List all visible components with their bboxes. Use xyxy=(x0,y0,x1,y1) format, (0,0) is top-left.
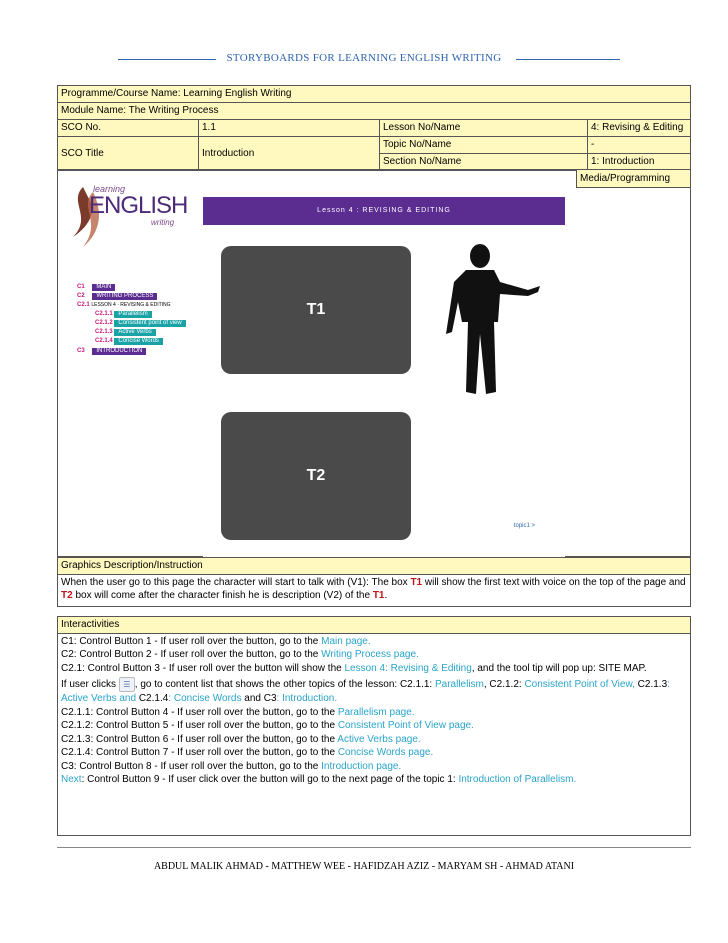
module-name: Module Name: The Writing Process xyxy=(58,103,691,120)
interaction-line: If user clicks ☰ , go to content list that shows the other topics of the lesson: C2.1.1: Parallelism, C2.1.2: Consistent Point of View, C2.1.3: Active Verbs and C2.1.4: Concise Words and C3: Introduction. xyxy=(61,677,687,706)
interaction-line: C2.1.2: Control Button 5 - If user roll over the button, go to the Consistent Point of View page. xyxy=(61,720,474,731)
storyboard-frame xyxy=(57,169,691,557)
logo-small: learning xyxy=(93,184,126,194)
programme-name: Programme/Course Name: Learning English Writing xyxy=(58,86,691,103)
interaction-line: C2.1.4: Control Button 7 - If user roll over the button, go to the Concise Words page. xyxy=(61,747,434,758)
sco-title-label: SCO Title xyxy=(58,137,199,171)
menu-item-c1[interactable]: C1 MAIN xyxy=(77,284,115,291)
text-box-t2: T2 xyxy=(221,412,411,540)
graphics-text: When the user go to this page the character will start to talk with (V1): The box T1 will show the first text with voice on the top of the page and T2 box will come after the character finish he is description (V2) of the T1. xyxy=(61,576,686,601)
footer-divider xyxy=(57,847,691,848)
footer-authors: ABDUL MALIK AHMAD - MATTHEW WEE - HAFIDZAH AZIZ - MARYAM SH - AHMAD ATANI xyxy=(153,861,575,872)
menu-item-c214[interactable]: C2.1.4 Concise Words xyxy=(95,338,163,345)
interaction-line: C2: Control Button 2 - If user roll over the button, go to the Writing Process page. xyxy=(61,649,419,660)
sco-no-label: SCO No. xyxy=(58,120,199,137)
graphics-section xyxy=(57,557,691,607)
sco-no-value: 1.1 xyxy=(199,120,380,137)
sco-title-value: Introduction xyxy=(199,137,380,171)
character-silhouette-icon xyxy=(428,242,548,402)
topic-value: - xyxy=(588,137,691,154)
menu-item-c3[interactable]: C3 INTRODUCTION xyxy=(77,348,146,355)
menu-item-c2[interactable]: C2 WRITING PROCESS xyxy=(77,293,157,300)
interactivities-heading: Interactivities xyxy=(58,617,690,634)
interaction-line: C2.1: Control Button 3 - If user roll over the button will show the Lesson 4: Revising & Editing, and the tool tip will pop up: SITE MAP. xyxy=(61,662,647,674)
lesson-screen xyxy=(203,197,565,557)
section-label: Section No/Name xyxy=(380,154,588,171)
interaction-line: Next: Control Button 9 - If user click over the button will go to the next page of the topic 1: Introduction of Parallelism. xyxy=(61,774,577,785)
next-link[interactable]: topic1 > xyxy=(513,523,535,529)
media-programming-label: Media/Programming xyxy=(576,170,690,188)
menu-item-c21[interactable]: C2.1 LESSON 4 · REVISING & EDITING xyxy=(77,302,171,308)
lesson-value: 4: Revising & Editing xyxy=(588,120,691,137)
lesson-label: Lesson No/Name xyxy=(380,120,588,137)
interactivities-section xyxy=(57,616,691,836)
menu-item-c212[interactable]: C2.1.2 Consistent point of view xyxy=(95,320,186,327)
page-header xyxy=(0,52,728,64)
menu-item-c213[interactable]: C2.1.3 Active Verbs xyxy=(95,329,156,336)
text-box-t1: T1 xyxy=(221,246,411,374)
interaction-line: C3: Control Button 8 - If user roll over the button, go to the Introduction page. xyxy=(61,760,402,772)
section-value: 1: Introduction xyxy=(588,154,691,171)
graphics-heading: Graphics Description/Instruction xyxy=(58,558,690,575)
logo-big: ENGLISH xyxy=(89,192,188,219)
topic-label: Topic No/Name xyxy=(380,137,588,154)
interaction-line: C1: Control Button 1 - If user roll over the button, go to the Main page. xyxy=(61,635,371,647)
interaction-line: C2.1.1: Control Button 4 - If user roll over the button, go to the Parallelism page. xyxy=(61,706,415,718)
interaction-line: C2.1.3: Control Button 6 - If user roll over the button, go to the Active Verbs page. xyxy=(61,733,421,745)
sitemap-button-icon[interactable]: ☰ xyxy=(119,677,135,692)
lesson-bar: Lesson 4 : REVISING & EDITING xyxy=(203,197,565,225)
logo-sub: writing xyxy=(151,218,175,227)
interactivities-text xyxy=(58,634,690,788)
info-table xyxy=(57,85,691,171)
menu-item-c211[interactable]: C2.1.1 Parallelism xyxy=(95,311,152,318)
logo xyxy=(63,182,191,362)
header-title: STORYBOARDS FOR LEARNING ENGLISH WRITING xyxy=(221,52,508,64)
